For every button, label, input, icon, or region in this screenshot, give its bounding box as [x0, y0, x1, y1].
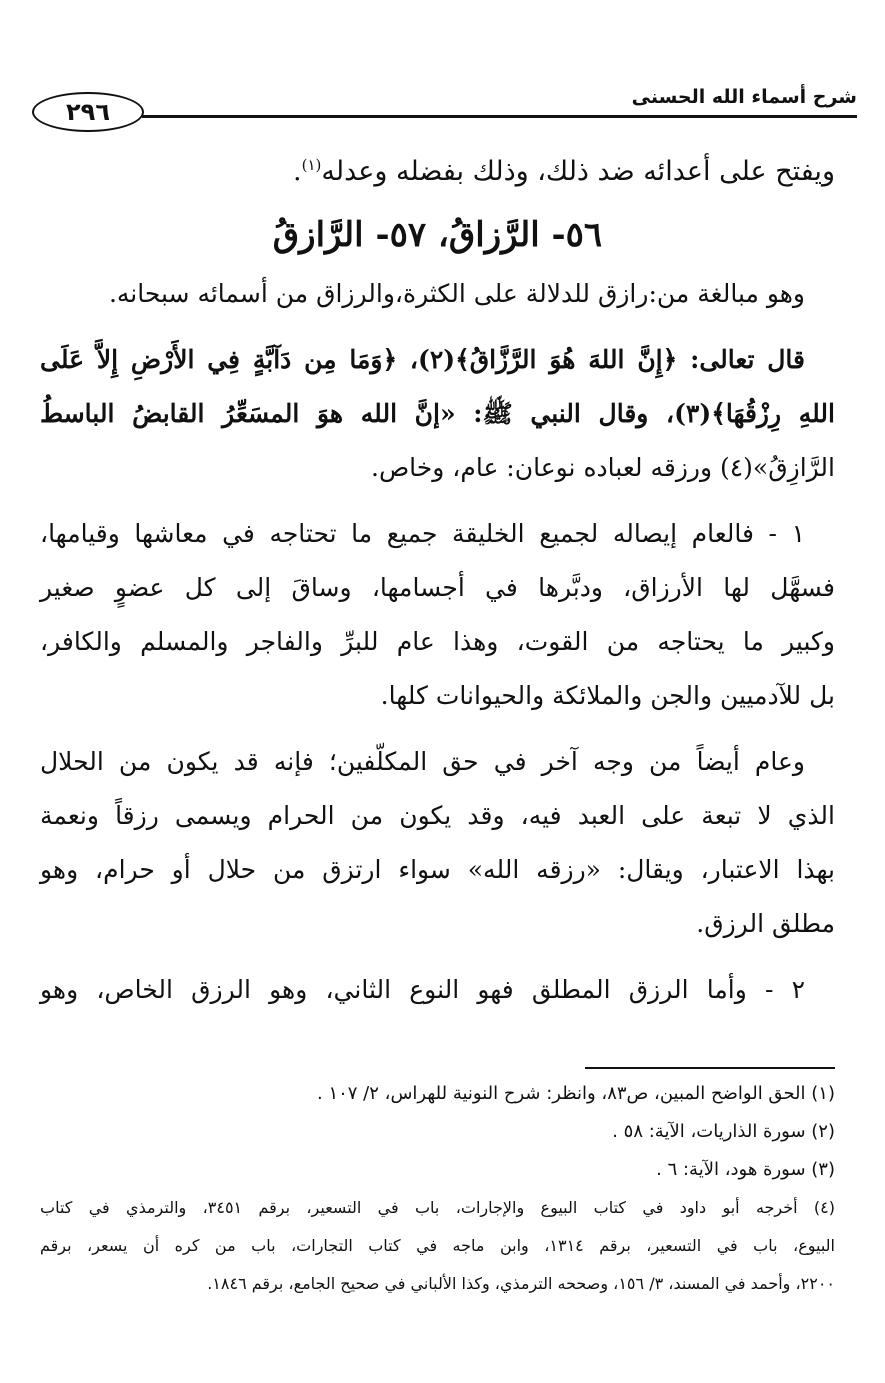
running-title: شرح أسماء الله الحسنى	[631, 86, 857, 108]
spacer	[40, 723, 835, 735]
spacer	[40, 495, 835, 507]
footnotes	[40, 1075, 835, 1303]
paragraph-4-line-3: بهذا الاعتبار، ويقال: «رزقه الله» سواء ارتزق من حلال أو حرام، وهو	[40, 855, 835, 884]
paragraph-1: وهو مبالغة من:رازق للدلالة على الكثرة،والرزاق من أسمائه سبحانه.	[108, 279, 805, 308]
paragraph-2-line-3: الرَّازِقُ»(٤) ورزقه لعباده نوعان: عام، وخاص.	[371, 453, 835, 482]
footnote-ref-1: (١)	[301, 156, 322, 174]
page-header	[32, 80, 857, 136]
paragraph-4-line-1: وعام أيضاً من وجه آخر في حق المكلّفين؛ فإنه قد يكون من الحلال	[40, 747, 805, 776]
intro-line	[40, 145, 835, 199]
paragraph-2-line-2: اللهِ رِزْقُهَا﴾(٣)، وقال النبي ﷺ: «إنَّ الله هوَ المسَعِّرُ القابضُ الباسطُ	[40, 399, 835, 428]
paragraph-4-line-4: مطلق الرزق.	[696, 909, 835, 938]
paragraph-5-line-1: ٢ - وأما الرزق المطلق فهو النوع الثاني، وهو الرزق الخاص، وهو	[40, 975, 805, 1004]
footnote-3: (٣) سورة هود، الآية: ٦ .	[656, 1159, 835, 1180]
spacer	[40, 321, 835, 333]
paragraph-4-line-2: الذي لا تبعة على العبد فيه، وقد يكون من الحرام ويسمى رزقاً ونعمة	[40, 801, 835, 830]
section-heading: ٥٦- الرَّزاقُ، ٥٧- الرَّازقُ	[272, 215, 603, 255]
paragraph-3-line-3: وكبير ما يحتاجه من القوت، وهذا عام للبرِّ والفاجر والمسلم والكافر،	[40, 627, 835, 656]
paragraph-3-line-1: ١ - فالعام إيصاله لجميع الخليقة جميع ما تحتاجه في معاشها وقيامها،	[40, 519, 805, 548]
paragraph-3-line-4: بل للآدميين والجن والملائكة والحيوانات كلها.	[380, 681, 835, 710]
footnote-4-line-3: ٢٢٠٠، وأحمد في المسند، ٣/ ١٥٦، وصححه الترمذي، وكذا الألباني في صحيح الجامع، برقم ١٨٤٦.	[207, 1274, 835, 1293]
footnote-2: (٢) سورة الذاريات، الآية: ٥٨ .	[612, 1121, 835, 1142]
page-number: ٢٩٦	[32, 92, 144, 132]
paragraph-3-line-2: فسهَّل لها الأرزاق، ودبَّرها في أجسامها، وساقَ إلى كل عضوٍ صغير	[40, 573, 835, 602]
footnote-4-line-2: البيوع، باب في التسعير، برقم ١٣١٤، وابن ماجه في كتاب التجارات، باب من كره أن يسعر، برقم	[40, 1236, 836, 1255]
header-rule	[142, 115, 857, 118]
spacer	[40, 951, 835, 963]
footnote-rule	[585, 1067, 835, 1069]
intro-end: .	[293, 156, 302, 187]
intro-text: ويفتح على أعدائه ضد ذلك، وذلك بفضله وعدله	[321, 156, 835, 187]
paragraph-2-line-1: قال تعالى: ﴿إِنَّ اللهَ هُوَ الرَّزَّاقُ﴾(٢)، ﴿وَمَا مِن دَآبَّةٍ فِي الأَرْضِ إِلاَّ عَلَى	[40, 345, 805, 374]
footnote-4-line-1: (٤) أخرجه أبو داود في كتاب البيوع والإجارات، باب في التسعير، برقم ٣٤٥١، والترمذي في كتاب	[40, 1198, 836, 1217]
footnote-1: (١) الحق الواضح المبين، ص٨٣، وانظر: شرح النونية للهراس، ٢/ ١٠٧ .	[316, 1083, 835, 1104]
main-text	[40, 145, 835, 1017]
